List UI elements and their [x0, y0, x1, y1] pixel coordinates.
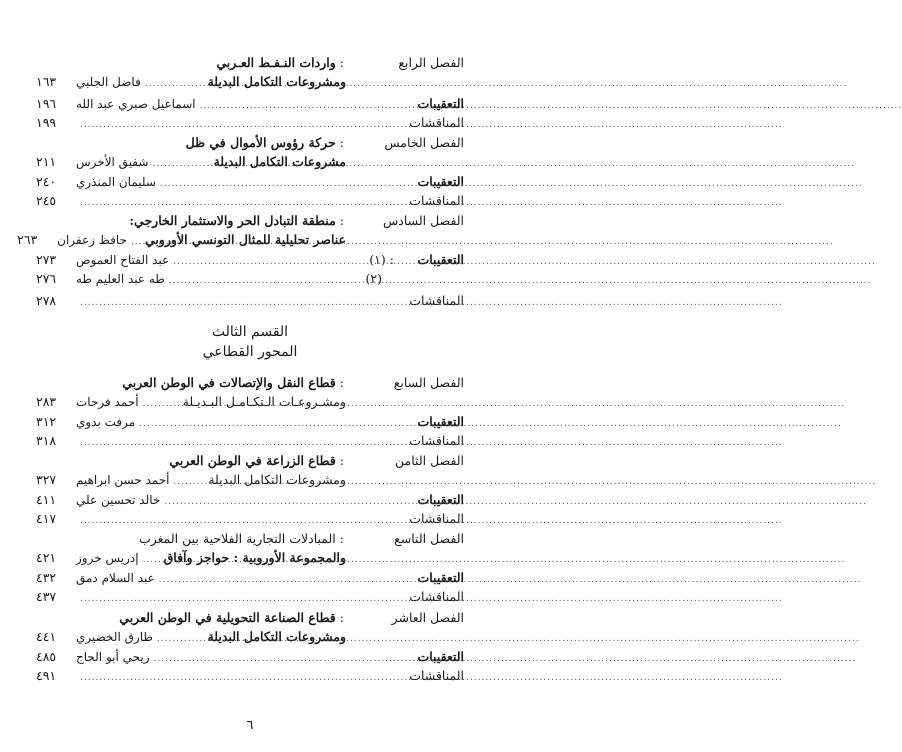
leader-dots — [157, 629, 204, 649]
toc-entry-comments — [36, 94, 464, 114]
toc-entry-chapter-5 — [36, 133, 464, 153]
author-name: فاضل الجلبي — [76, 75, 141, 89]
chapter-label: الفصل العاشر — [391, 610, 464, 625]
colon: : — [339, 135, 344, 150]
page-number: ٤١١ — [36, 492, 57, 507]
page-number: ٤٣٧ — [36, 589, 57, 604]
page-number: ٣١٨ — [36, 433, 57, 448]
toc-entry-comments — [36, 490, 464, 510]
chapter-title: قطاع النقل والإتصالات في الوطن العربي — [122, 375, 336, 390]
comments-label: التعقيبات — [417, 492, 464, 507]
colon: : — [339, 531, 344, 546]
chapter-subtitle: مشروعات التكامل البديلة — [213, 154, 346, 169]
chapter-title: حركة رؤوس الأموال في ظل — [185, 135, 336, 150]
discussions-label: المناقشات — [409, 589, 464, 604]
author-name: سليمان المنذري — [76, 175, 156, 189]
page-number: ٢٧٨ — [36, 293, 57, 308]
toc-entry-chapter-9-sub — [36, 548, 464, 568]
colon: : — [389, 252, 394, 267]
leader-dots — [80, 115, 382, 135]
chapter-subtitle: ومشروعات التكامل البديلة — [207, 629, 346, 644]
chapter-label: الفصل الرابع — [398, 55, 464, 70]
page-number: ٢١١ — [36, 154, 57, 169]
toc-entry-comments-2 — [36, 269, 464, 289]
author-name: حافظ زعفران — [57, 233, 127, 247]
leader-dots — [131, 232, 141, 252]
toc-entry-chapter-10-sub — [36, 627, 464, 647]
chapter-label: الفصل السابع — [393, 375, 464, 390]
colon: : — [339, 55, 344, 70]
page-number: ٤٤١ — [36, 629, 57, 644]
comments-label: التعقيبات — [417, 649, 464, 664]
author-name: إدريس خروز — [76, 551, 139, 565]
author-name: أحمد حسن ابراهيم — [76, 473, 170, 487]
discussions-label: المناقشات — [409, 668, 464, 683]
toc-entry-comments — [36, 647, 464, 667]
leader-dots — [145, 74, 204, 94]
page-number: ٢٨٣ — [36, 394, 57, 409]
author-name: مرفت بدوي — [76, 415, 136, 429]
toc-entry-discussions — [36, 191, 464, 211]
chapter-subtitle: والمجموعة الأوروبية : حواجز وآفاق — [163, 550, 346, 565]
author-name: طارق الخضيري — [76, 630, 153, 644]
colon: : — [339, 453, 344, 468]
discussions-label: المناقشات — [409, 293, 464, 308]
page-number: ١٩٦ — [36, 96, 57, 111]
author-name: عبد الفتاح العموص — [76, 253, 170, 267]
page-number: ١٦٣ — [36, 74, 57, 89]
chapter-title: المبادلات التجارية الفلاحية بين المغرب — [138, 531, 336, 546]
author-name: أحمد فرحات — [76, 395, 139, 409]
leader-dots — [80, 511, 382, 531]
chapter-subtitle: عناصر تحليلية للمثال التونسي الأوروبي — [144, 232, 346, 247]
colon: : — [339, 610, 344, 625]
comments-label: التعقيبات — [417, 570, 464, 585]
colon: : — [339, 375, 344, 390]
page-number: ٢٤٥ — [36, 193, 57, 208]
toc-entry-discussions — [36, 509, 464, 529]
chapter-label: الفصل الخامس — [384, 135, 464, 150]
toc-entry-discussions — [36, 113, 464, 133]
leader-dots — [80, 293, 382, 313]
comments-label: التعقيبات — [417, 414, 464, 429]
comments-label: التعقيبات — [417, 174, 464, 189]
discussions-label: المناقشات — [409, 115, 464, 130]
toc-entry-chapter-5-sub — [36, 152, 464, 172]
toc-entry-comments-1 — [36, 250, 464, 270]
page-number: ٣٢٧ — [36, 472, 57, 487]
chapter-title: واردات النـفـط العـربي — [216, 55, 336, 70]
comment-number: (١) — [369, 252, 386, 267]
toc-entry-chapter-6-sub — [17, 230, 464, 250]
toc-entry-chapter-4 — [36, 53, 464, 73]
chapter-subtitle: ومشـروعـات الـتكـامـل البـديـلة — [182, 394, 346, 409]
page-number: ٢٧٦ — [36, 271, 57, 286]
chapter-subtitle: ومشروعات التكامل البديلة — [208, 472, 346, 487]
page-number: ٤٨٥ — [36, 649, 57, 664]
toc-entry-comments — [36, 412, 464, 432]
page-number: ٤٢١ — [36, 550, 57, 565]
author-name: شفيق الأخرس — [76, 155, 149, 169]
toc-entry-chapter-8 — [36, 451, 464, 471]
author-name: اسماعيل صبري عبد الله — [76, 97, 196, 111]
section-part-heading: القسم الثالث — [211, 324, 289, 340]
author-name: ريحي أبو الحاج — [76, 650, 150, 664]
page-number: ٤٩١ — [36, 668, 57, 683]
leader-dots — [173, 472, 204, 492]
page-folio-number: ٦ — [246, 718, 254, 733]
toc-entry-chapter-7-sub — [36, 392, 464, 412]
chapter-title: قطاع الزراعة في الوطن العربي — [169, 453, 336, 468]
chapter-title: منطقة التبادل الحر والاستثمار الخارجي: — [129, 213, 336, 228]
author-name: خالد تحسين علي — [76, 493, 161, 507]
leader-dots — [143, 394, 179, 414]
page-number: ٤٣٢ — [36, 570, 57, 585]
leader-dots — [80, 193, 382, 213]
chapter-label: الفصل الثامن — [395, 453, 464, 468]
toc-entry-comments — [36, 172, 464, 192]
page-number: ١٩٩ — [36, 115, 57, 130]
toc-entry-comments — [36, 568, 464, 588]
leader-dots — [80, 668, 382, 688]
toc-entry-discussions — [36, 291, 464, 311]
toc-entry-discussions — [36, 431, 464, 451]
toc-entry-discussions — [36, 666, 464, 686]
page-number: ٣١٢ — [36, 414, 57, 429]
comments-label: التعقيبات — [417, 252, 464, 267]
colon: : — [339, 213, 344, 228]
page-number: ٢٤٠ — [36, 174, 57, 189]
discussions-label: المناقشات — [409, 193, 464, 208]
toc-entry-chapter-7 — [36, 373, 464, 393]
comment-number: (٢) — [365, 271, 382, 286]
toc-entry-chapter-9 — [36, 529, 464, 549]
chapter-title: قطاع الصناعة التحويلية في الوطن العربي — [119, 610, 336, 625]
leader-dots — [152, 154, 209, 174]
comments-label: التعقيبات — [417, 96, 464, 111]
toc-entry-discussions — [36, 587, 464, 607]
toc-entry-chapter-8-sub — [36, 470, 464, 490]
page-number: ٢٧٣ — [36, 252, 57, 267]
chapter-subtitle: ومشروعات التكامل البديلة — [207, 74, 346, 89]
leader-dots — [169, 271, 362, 291]
discussions-label: المناقشات — [409, 511, 464, 526]
toc-entry-chapter-4-sub — [36, 72, 464, 92]
section-title-heading: المحور القطاعي — [202, 344, 298, 360]
page-number: ٢٦٣ — [17, 232, 38, 247]
leader-dots — [143, 550, 160, 570]
author-name: طه عبد العليم طه — [76, 272, 165, 286]
author-name: عبد السلام دمق — [76, 571, 155, 585]
leader-dots — [80, 433, 382, 453]
chapter-label: الفصل التاسع — [394, 531, 464, 546]
discussions-label: المناقشات — [409, 433, 464, 448]
leader-dots — [80, 589, 382, 609]
page-number: ٤١٧ — [36, 511, 57, 526]
toc-entry-chapter-6 — [36, 211, 464, 231]
toc-entry-chapter-10 — [36, 608, 464, 628]
chapter-label: الفصل السادس — [383, 213, 464, 228]
